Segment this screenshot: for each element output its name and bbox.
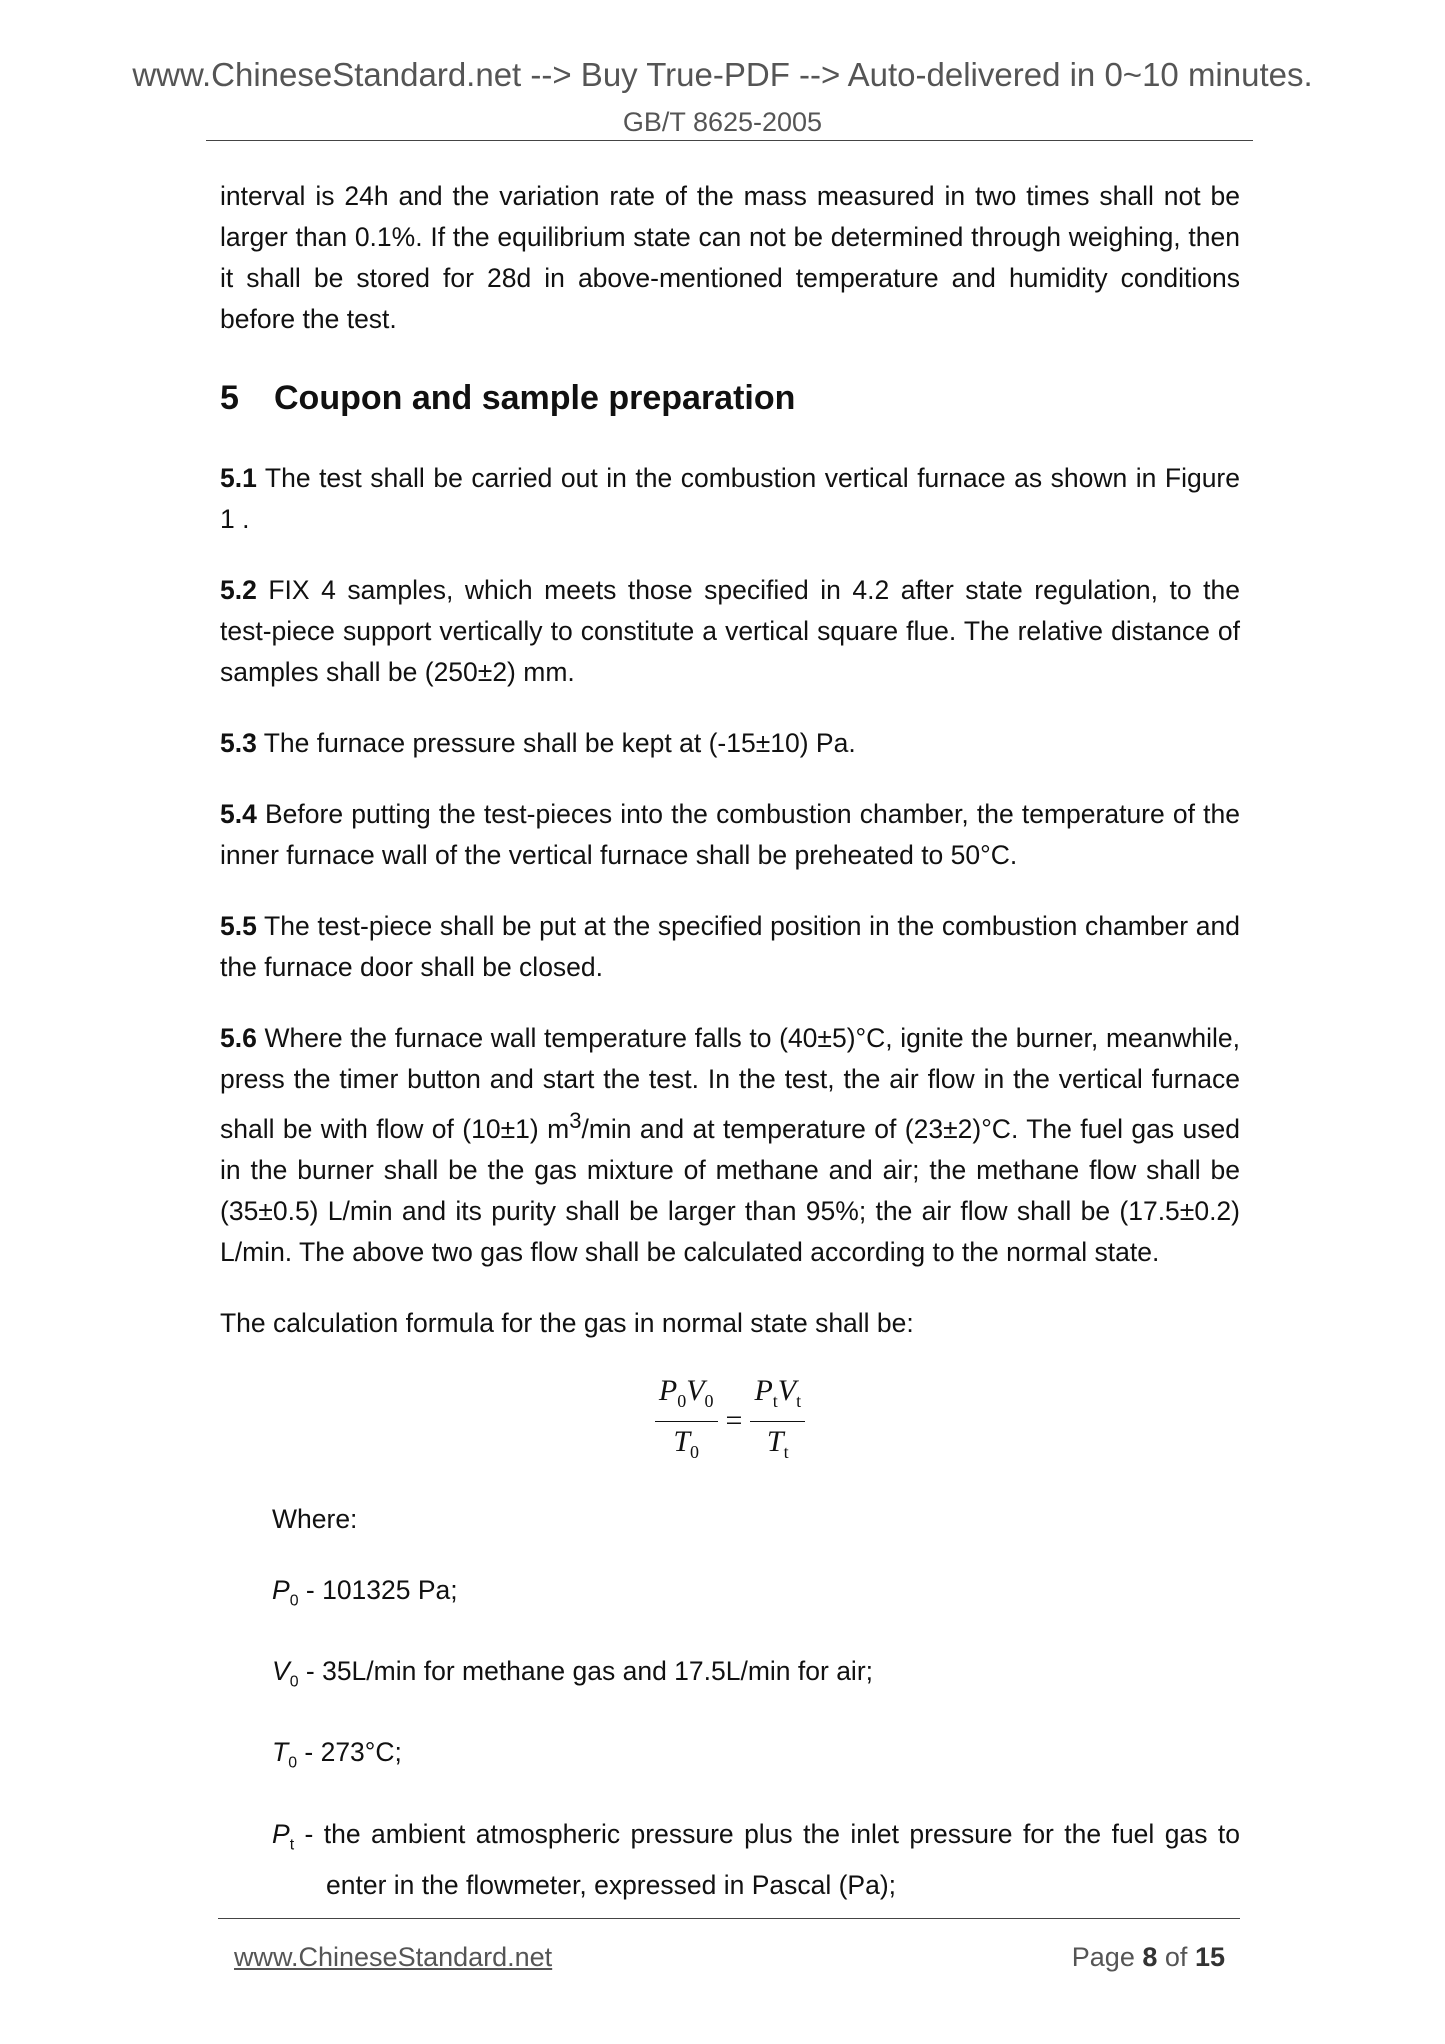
footer-divider (218, 1918, 1240, 1919)
equals-sign: = (725, 1404, 743, 1438)
header-divider (206, 140, 1253, 141)
clause-text-b: /min and at temperature of (23±2)°C. The fuel gas used in the burner shall be the gas mixture of methane and air; the methane flow shall be (35±0.5) L/min and its purity shall be larger than 95%; the air flow shall be (17.5±0.2) L/min. The above two gas flow shall be calculated according to the normal state. (220, 1113, 1240, 1267)
clause-5-5 (220, 906, 1240, 988)
page-indicator: Page 8 of 15 (1071, 1942, 1225, 1972)
total-pages: 15 (1194, 1942, 1225, 1972)
clause-5-2 (220, 570, 1240, 693)
footer-website-link[interactable]: www.ChineseStandard.net (234, 1942, 553, 1972)
section-number: 5 (220, 379, 239, 417)
clause-5-1 (220, 458, 1240, 540)
clause-number: 5.2 (220, 575, 257, 605)
clause-text: The test shall be carried out in the combustion vertical furnace as shown in Figure 1 . (220, 463, 1240, 534)
clause-number: 5.4 (220, 799, 257, 829)
gas-state-formula (220, 1374, 1240, 1469)
clause-5-3 (220, 723, 1240, 764)
section-heading (220, 376, 1240, 420)
right-numerator: $P_tV_t$ (750, 1374, 805, 1422)
clause-number: 5.3 (220, 728, 257, 758)
clause-text-a: Where the furnace wall temperature falls to (40±5)°C, ignite the burner, meanwhile, press the timer button and start the test. In the test, the air flow in the vertical furnace shall be with flow of (10±1) m (220, 1023, 1240, 1144)
formula-right-fraction (750, 1374, 805, 1469)
section-title: Coupon and sample preparation (274, 379, 796, 417)
clause-text: The furnace pressure shall be kept at (-15±10) Pa. (263, 728, 856, 758)
header-banner[interactable]: www.ChineseStandard.net --> Buy True-PDF --> Auto-delivered in 0~10 minutes. (132, 56, 1313, 93)
current-page: 8 (1142, 1942, 1158, 1972)
superscript-3: 3 (569, 1108, 582, 1133)
standard-code: GB/T 8625-2005 (622, 107, 823, 137)
definition-p0: $P_0 - 101325$ Pa; (272, 1574, 458, 1610)
where-title: Where: (272, 1503, 358, 1534)
page-content (220, 176, 1240, 1936)
intro-paragraph: interval is 24h and the variation rate of the mass measured in two times shall not be larger than 0.1%. If the equilibrium state can not be determined through weighing, then it shall be stored for 28d in above-mentioned temperature and humidity conditions before the test. (220, 181, 1240, 334)
clause-text: The test-piece shall be put at the specified position in the combustion chamber and the furnace door shall be closed. (220, 911, 1240, 982)
definition-t0: $T_0 - 273^\circ C$; (272, 1737, 402, 1772)
clause-number: 5.6 (220, 1023, 257, 1053)
left-denominator: $T_0$ (673, 1424, 700, 1462)
right-denominator: $T_t$ (766, 1424, 789, 1462)
left-numerator: $P_0V_0$ (655, 1374, 718, 1422)
formula-left-fraction (655, 1374, 718, 1469)
clause-number: 5.1 (220, 463, 257, 493)
definition-pt: $P_t$ - the ambient atmospheric pressure plus the inlet pressure for the fuel gas to enter in the flowmeter, expressed in Pascal (Pa); (272, 1818, 1240, 1901)
where-definitions (220, 1499, 1240, 1906)
definition-v0: $V_0 - 35L/\min$ for methane gas and 17.5L/min for air; (272, 1656, 874, 1691)
clause-5-4 (220, 794, 1240, 876)
formula-intro: The calculation formula for the gas in normal state shall be: (220, 1307, 914, 1338)
clause-5-6 (220, 1018, 1240, 1273)
clause-text: Before putting the test-pieces into the combustion chamber, the temperature of the inner furnace wall of the vertical furnace shall be preheated to 50°C. (220, 799, 1240, 870)
clause-number: 5.5 (220, 911, 257, 941)
clause-text: FIX 4 samples, which meets those specified in 4.2 after state regulation, to the test-piece support vertically to constitute a vertical square flue. The relative distance of samples shall be (250±2) mm. (220, 575, 1240, 687)
